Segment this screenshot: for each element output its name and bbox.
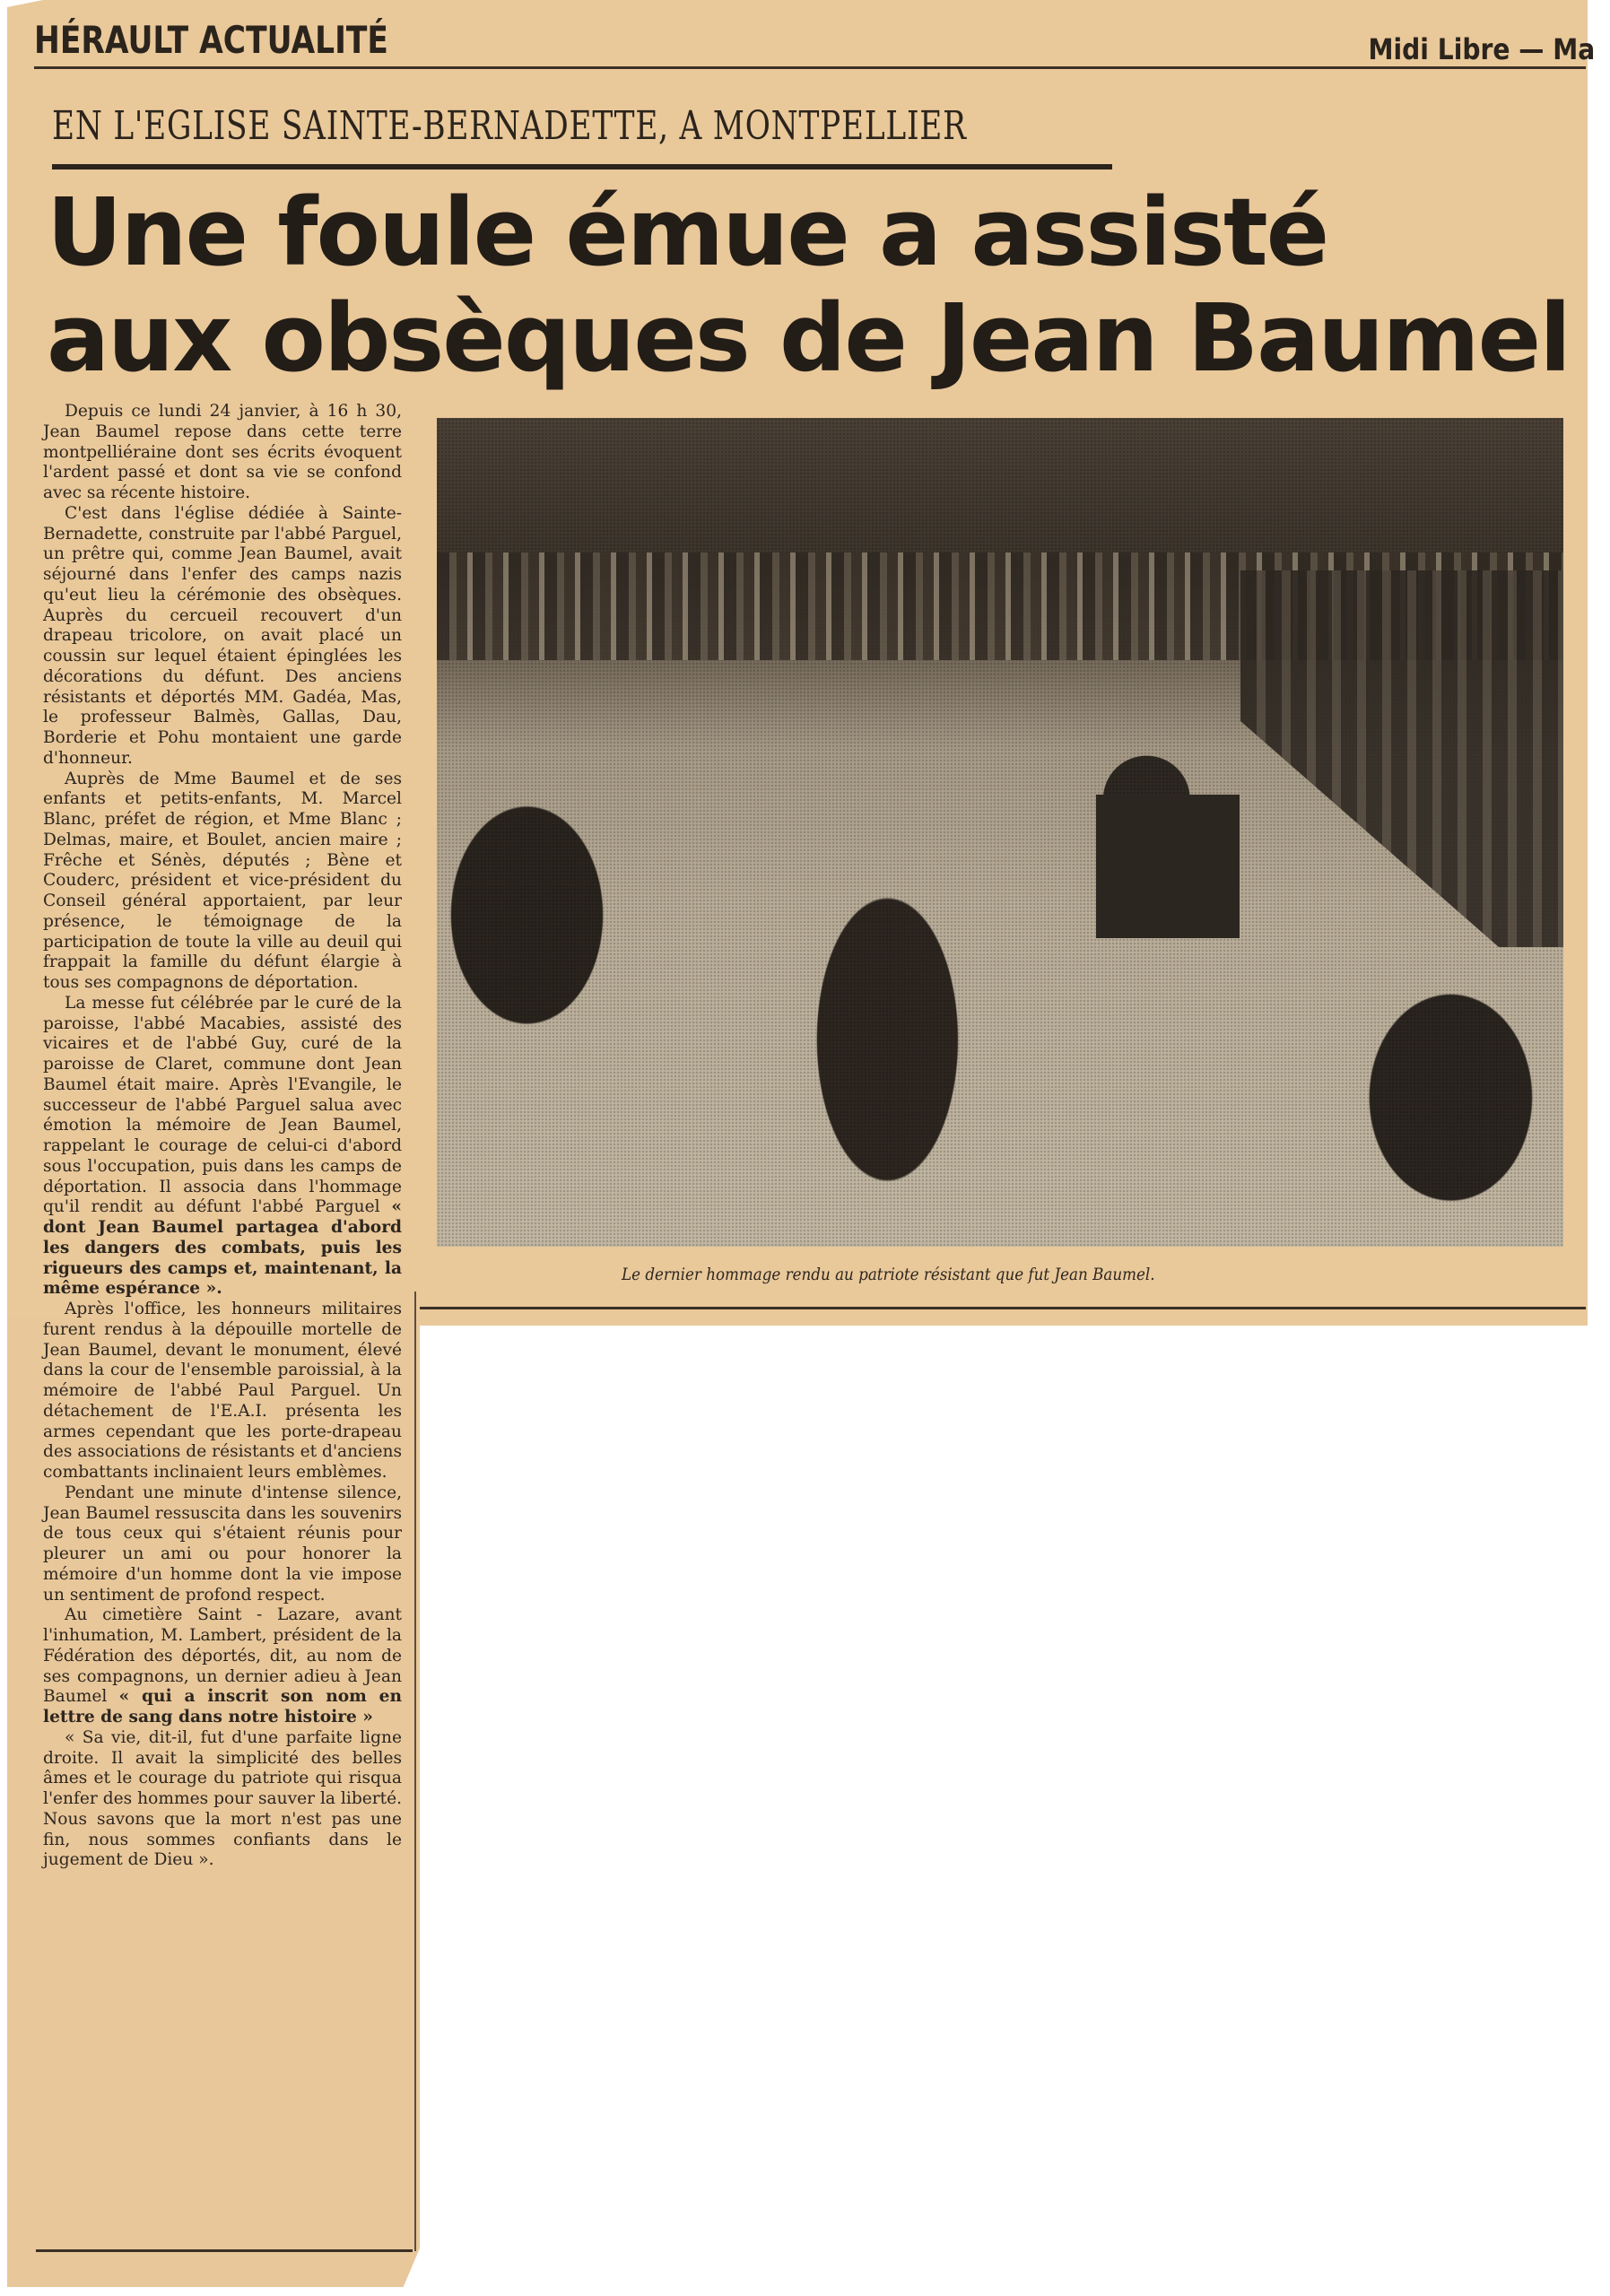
- paragraph-1: Depuis ce lundi 24 janvier, à 16 h 30, Jean Baumel repose dans cette terre montpelliéraine dont ses écrits évoquent l'ardent passé et dont sa vie se confond avec sa récente histoire.: [43, 402, 402, 502]
- column-bottom-rule: [36, 2249, 413, 2252]
- newspaper-name: Midi Libre — Ma: [1368, 32, 1595, 66]
- article-headline: [47, 179, 1589, 391]
- column-rule: [414, 1292, 416, 2251]
- paragraph-6: Pendant une minute d'intense silence, Jean Baumel ressuscita dans les souvenirs de tous ceux qui s'étaient réunis pour pleurer un ami ou pour honorer la mémoire d'un homme dont la vie impose un sentiment de profond respect.: [43, 1483, 402, 1605]
- paragraph-7: Au cimetière Saint - Lazare, avant l'inhumation, M. Lambert, président de la Fédération des déportés, dit, au nom de ses compagnons, un dernier adieu à Jean Baumel « qui a inscrit son nom en lettre de sang dans notre histoire »: [43, 1605, 402, 1726]
- funeral-photo: [437, 418, 1563, 1247]
- headline-line-2: aux obsèques de Jean Baumel: [47, 283, 1570, 393]
- headline-line-1: Une foule émue a assisté: [47, 178, 1328, 287]
- article-kicker: EN L'EGLISE SAINTE-BERNADETTE, A MONTPELLIER: [52, 103, 967, 149]
- paragraph-2: C'est dans l'église dédiée à Sainte-Bernadette, construite par l'abbé Parguel, un prêtre qui, comme Jean Baumel, avait séjourné dans l'enfer des camps nazis qu'eut lieu la cérémonie des obsèques. Auprès du cercueil recouvert d'un drapeau tricolore, on avait placé un coussin sur lequel étaient épinglées les décorations du défunt. Des anciens résistants et déportés MM. Gadéa, Mas, le professeur Balmès, Gallas, Dau, Borderie et Pohu montaient une garde d'honneur.: [43, 503, 402, 768]
- paragraph-4: La messe fut célébrée par le curé de la paroisse, l'abbé Macabies, assisté des vicaires et de l'abbé Guy, curé de la paroisse de Claret, commune dont Jean Baumel était maire. Après l'Evangile, le successeur de l'abbé Parguel salua avec émotion la mémoire de Jean Baumel, rappelant le courage de celui-ci d'abord sous l'occupation, puis dans les camps de déportation. Il associa dans l'hommage qu'il rendit au défunt l'abbé Parguel « dont Jean Baumel partagea d'abord les dangers des combats, puis les rigueurs des camps et, maintenant, la même espérance ».: [43, 993, 402, 1299]
- quote-bold: « dont Jean Baumel partagea d'abord les dangers des combats, puis les rigueurs des camps et, maintenant, la même espérance ».: [43, 1197, 402, 1299]
- section-label: HÉRAULT ACTUALITÉ: [34, 18, 388, 62]
- photo-caption: Le dernier hommage rendu au patriote résistant que fut Jean Baumel.: [622, 1265, 1155, 1284]
- paragraph-5: Après l'office, les honneurs militaires furent rendus à la dépouille mortelle de Jean Baumel, devant le monument, élevé dans la cour de l'ensemble paroissial, à la mémoire de l'abbé Paul Parguel. Un détachement de l'E.A.I. présenta les armes cependant que les porte-drapeau des associations de résistants et d'anciens combattants inclinaient leurs emblèmes.: [43, 1300, 402, 1482]
- coffin-figure: [1096, 795, 1240, 938]
- caption-rule: [420, 1307, 1586, 1309]
- kicker-rule: [52, 164, 1112, 170]
- paragraph-3: Auprès de Mme Baumel et de ses enfants et petits-enfants, M. Marcel Blanc, préfet de région, et Mme Blanc ; Delmas, maire, et Boulet, ancien maire ; Frêche et Sénès, députés ; Bène et Couderc, président et vice-président du Conseil général apportaient, par leur présence, le témoignage de la participation de toute la ville au deuil qui frappait la famille du défunt élargie à tous ses compagnons de déportation.: [43, 769, 402, 992]
- page-header: [34, 9, 1595, 72]
- article-body: [43, 402, 402, 1871]
- quote-bold: « qui a inscrit son nom en lettre de sang dans notre histoire »: [43, 1687, 402, 1726]
- crowd-figure-right: [1240, 570, 1563, 947]
- header-rule: [34, 66, 1586, 69]
- paragraph-8: « Sa vie, dit-il, fut d'une parfaite ligne droite. Il avait la simplicité des belles âmes et le courage du patriote qui risqua l'enfer des hommes pour sauver la liberté. Nous savons que la mort n'est pas une fin, nous sommes confiants dans le jugement de Dieu ».: [43, 1727, 402, 1870]
